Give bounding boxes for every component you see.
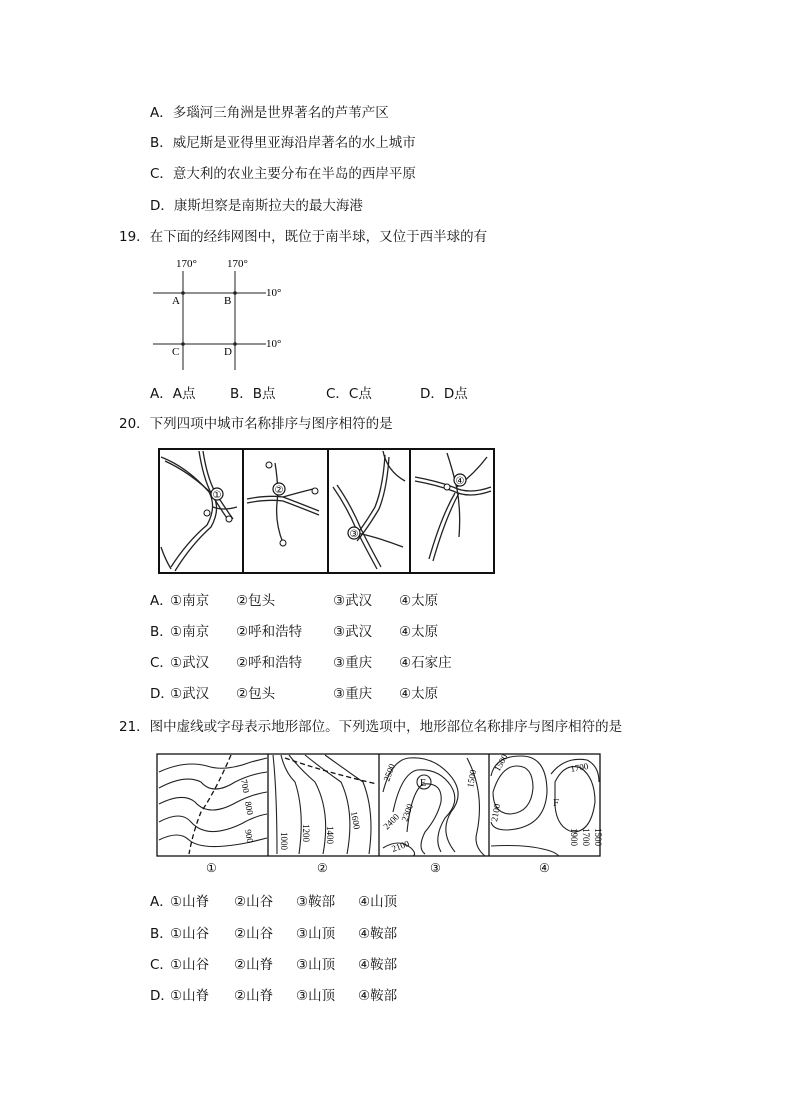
q21-a-item1: ①山脊 xyxy=(170,894,210,910)
q21-d-item2: ②山脊 xyxy=(234,988,274,1004)
q21-option-c xyxy=(150,956,397,974)
q20-a-item3: ③武汉 xyxy=(333,593,373,609)
p3-label-1500: 1500 xyxy=(465,768,479,789)
p4-label-1900: 1900 xyxy=(569,828,579,846)
p4-label-1500-b: 1500 xyxy=(593,828,603,846)
q20-c-item4: ④石家庄 xyxy=(399,655,452,671)
p3-label-e: E xyxy=(420,778,427,789)
q21-c-item2: ②山脊 xyxy=(234,957,274,973)
p4-label-1700-a: 1700 xyxy=(569,760,590,774)
q19-option-a: A．A点 xyxy=(150,386,196,402)
q21-contour-maps xyxy=(155,752,605,878)
p3-label-2300: 2300 xyxy=(399,802,416,823)
map4-label: ④ xyxy=(455,476,465,487)
p1-label-900: 900 xyxy=(243,828,256,844)
q21-option-b xyxy=(150,925,397,943)
q19-stem: 19．在下面的经纬网图中，既位于南半球，又位于西半球的有 xyxy=(119,229,488,245)
panel-label-4: ④ xyxy=(539,861,550,875)
q20-c-item1: ①武汉 xyxy=(170,655,210,671)
q20-option-c xyxy=(150,654,452,672)
p3-label-2500: 2500 xyxy=(381,762,398,783)
lon-label-left: 170° xyxy=(176,258,197,270)
q20-d-letter: D． xyxy=(150,686,174,702)
p1-label-700: 700 xyxy=(239,778,252,794)
q18-option-b: B．威尼斯是亚得里亚海沿岸著名的水上城市 xyxy=(150,135,416,151)
p4-label-f: F xyxy=(553,797,560,809)
q18-option-a: A．多瑙河三角洲是世界著名的芦苇产区 xyxy=(150,105,389,121)
p4-label-1500-a: 1500 xyxy=(492,752,510,773)
q21-c-letter: C． xyxy=(150,957,173,973)
p2-label-1600: 1600 xyxy=(349,810,363,831)
lon-label-right: 170° xyxy=(227,258,248,270)
q20-d-item1: ①武汉 xyxy=(170,686,210,702)
q20-b-letter: B． xyxy=(150,624,173,640)
panel-label-2: ② xyxy=(317,861,328,875)
q19-option-c: C．C点 xyxy=(326,386,372,402)
q19-option-b: B．B点 xyxy=(230,386,276,402)
map1-label: ① xyxy=(212,490,222,501)
point-d-label: D xyxy=(224,346,232,358)
q21-option-a xyxy=(150,893,397,911)
p2-label-1000: 1000 xyxy=(279,832,289,850)
point-b-label: B xyxy=(224,295,232,307)
point-c-label: C xyxy=(172,346,180,358)
q20-city-maps xyxy=(157,447,497,577)
q20-d-item4: ④太原 xyxy=(399,686,439,702)
p3-label-2400: 2400 xyxy=(381,811,402,832)
q21-c-item4: ④鞍部 xyxy=(358,957,398,973)
q20-c-item2: ②呼和浩特 xyxy=(236,655,303,671)
q21-d-letter: D． xyxy=(150,988,174,1004)
lat-label-top: 10° xyxy=(266,287,282,299)
q21-stem: 21．图中虚线或字母表示地形部位。下列选项中，地形部位名称排序与图序相符的是 xyxy=(119,719,623,735)
q20-b-item2: ②呼和浩特 xyxy=(236,624,303,640)
q20-c-letter: C． xyxy=(150,655,173,671)
q20-b-item4: ④太原 xyxy=(399,624,439,640)
q19-option-d: D．D点 xyxy=(420,386,468,402)
q20-b-item1: ①南京 xyxy=(170,624,210,640)
q19-graticule-figure xyxy=(148,254,298,376)
q21-d-item1: ①山脊 xyxy=(170,988,210,1004)
q18-option-d: D．康斯坦察是南斯拉夫的最大海港 xyxy=(150,198,363,214)
q21-b-item4: ④鞍部 xyxy=(358,926,398,942)
q21-a-letter: A． xyxy=(150,894,173,910)
q21-a-item3: ③鞍部 xyxy=(296,894,336,910)
q21-option-d xyxy=(150,987,397,1005)
q21-b-item1: ①山谷 xyxy=(170,926,210,942)
q20-option-b xyxy=(150,623,438,641)
q21-c-item3: ③山顶 xyxy=(296,957,336,973)
q20-c-item3: ③重庆 xyxy=(333,655,373,671)
q20-a-item1: ①南京 xyxy=(170,593,210,609)
q21-b-item2: ②山谷 xyxy=(234,926,274,942)
p2-label-1200: 1200 xyxy=(301,824,311,842)
map2-label: ② xyxy=(274,485,284,496)
q20-d-item3: ③重庆 xyxy=(333,686,373,702)
q20-a-letter: A． xyxy=(150,593,173,609)
q20-d-item2: ②包头 xyxy=(236,686,276,702)
q20-stem: 20．下列四项中城市名称排序与图序相符的是 xyxy=(119,416,393,432)
q21-d-item4: ④鞍部 xyxy=(358,988,398,1004)
q21-c-item1: ①山谷 xyxy=(170,957,210,973)
p2-label-1400: 1400 xyxy=(325,826,335,844)
q18-option-c: C．意大利的农业主要分布在半岛的西岸平原 xyxy=(150,166,416,182)
lat-label-bottom: 10° xyxy=(266,338,282,350)
q21-a-item4: ④山顶 xyxy=(358,894,398,910)
q21-b-item3: ③山顶 xyxy=(296,926,336,942)
q21-a-item2: ②山谷 xyxy=(234,894,274,910)
panel-label-1: ① xyxy=(206,861,217,875)
q20-a-item4: ④太原 xyxy=(399,593,439,609)
p4-label-2100: 2100 xyxy=(489,802,503,823)
p1-label-800: 800 xyxy=(243,800,256,816)
p3-label-2100: 2100 xyxy=(390,838,411,854)
q21-d-item3: ③山顶 xyxy=(296,988,336,1004)
q20-b-item3: ③武汉 xyxy=(333,624,373,640)
panel-label-3: ③ xyxy=(430,861,441,875)
point-a-label: A xyxy=(172,295,180,307)
map3-label: ③ xyxy=(349,529,359,540)
q20-a-item2: ②包头 xyxy=(236,593,276,609)
q20-option-a xyxy=(150,592,438,610)
q21-b-letter: B． xyxy=(150,926,173,942)
q20-option-d xyxy=(150,685,438,703)
p4-label-1700-b: 1700 xyxy=(581,828,591,846)
